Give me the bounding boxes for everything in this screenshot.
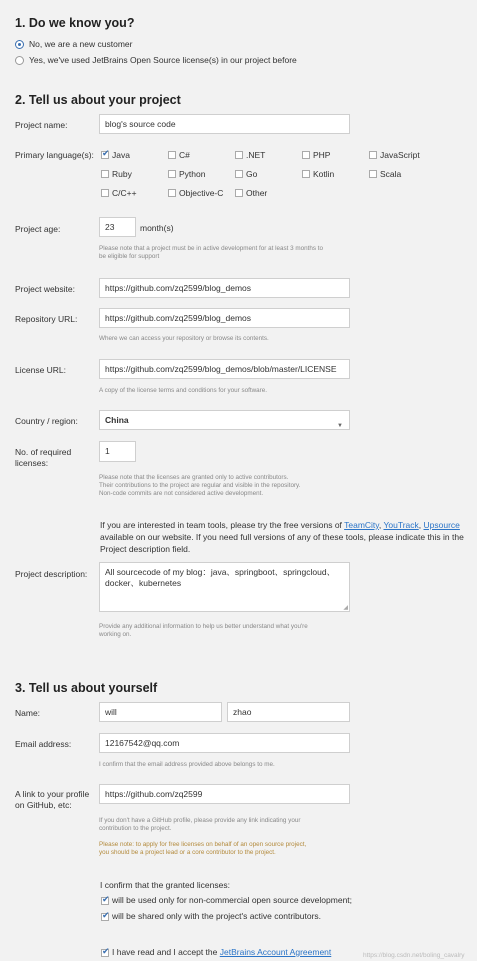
confirm-noncommercial-label[interactable]: will be used only for non-commercial open source development;	[112, 895, 353, 905]
radio-existing-customer[interactable]	[15, 56, 24, 65]
language-label-scala[interactable]: Scala	[380, 169, 402, 179]
email-label: Email address:	[15, 739, 72, 749]
confirm-title: I confirm that the granted licenses:	[100, 880, 230, 890]
project-age-unit: month(s)	[140, 223, 174, 233]
confirm-contributors-label[interactable]: will be shared only with the project's active contributors.	[112, 911, 322, 921]
project-website-label: Project website:	[15, 284, 75, 294]
country-select-value: China	[105, 415, 129, 425]
country-select[interactable]	[99, 410, 350, 430]
first-name-input[interactable]: will	[99, 702, 222, 722]
language-checkbox-c[interactable]	[168, 151, 176, 159]
profile-label-line1: A link to your profile	[15, 789, 90, 799]
last-name-input[interactable]: zhao	[227, 702, 350, 722]
resize-handle-icon[interactable]: ◢	[343, 605, 348, 611]
language-checkbox-objective-c[interactable]	[168, 189, 176, 197]
license-url-note: A copy of the license terms and conditions for your software.	[99, 387, 268, 394]
language-label-c-c[interactable]: C/C++	[112, 188, 137, 198]
licenses-note-line3: Non-code commits are not considered active development.	[99, 490, 264, 497]
licenses-label-line1: No. of required	[15, 447, 72, 457]
confirm-contributors-checkbox[interactable]	[101, 913, 109, 921]
description-text-line1: All sourcecode of my blog：java、springboot、springcloud、	[105, 567, 336, 577]
project-age-note-line2: be eligible for support	[99, 253, 160, 260]
description-label: Project description:	[15, 569, 88, 579]
team-tools-sep2: ,	[418, 520, 424, 530]
account-agreement-link[interactable]: JetBrains Account Agreement	[219, 947, 332, 957]
radio-new-customer[interactable]	[15, 40, 24, 49]
email-input[interactable]: 12167542@qq.com	[99, 733, 350, 753]
profile-warning-line1: Please note: to apply for free licenses on behalf of an open source project,	[99, 841, 307, 848]
agreement-label[interactable]	[112, 947, 331, 957]
license-url-input[interactable]: https://github.com/zq2599/blog_demos/blob/master/LICENSE	[99, 359, 350, 379]
language-checkbox-c-c[interactable]	[101, 189, 109, 197]
language-label-php[interactable]: PHP	[313, 150, 331, 160]
radio-existing-customer-label[interactable]: Yes, we've used JetBrains Open Source license(s) in our project before	[29, 55, 297, 65]
language-checkbox-net[interactable]	[235, 151, 243, 159]
youtrack-link[interactable]: YouTrack	[383, 520, 419, 530]
profile-label-line2: on GitHub, etc:	[15, 800, 72, 810]
description-text-line2: docker、kubernetes	[105, 578, 182, 588]
country-label: Country / region:	[15, 416, 78, 426]
team-tools-prefix: If you are interested in team tools, please try the free versions of	[100, 520, 345, 530]
language-checkbox-ruby[interactable]	[101, 170, 109, 178]
licenses-note-line2: Their contributions to the project are regular and visible in the repository.	[99, 482, 301, 489]
profile-note-line1: If you don't have a GitHub profile, please provide any link indicating your	[99, 817, 301, 824]
language-label-python[interactable]: Python	[179, 169, 206, 179]
language-label-net[interactable]: .NET	[246, 150, 266, 160]
team-tools-sep1: ,	[378, 520, 384, 530]
licenses-input[interactable]: 1	[99, 441, 136, 462]
upsource-link[interactable]: Upsource	[423, 520, 460, 530]
team-tools-line3: Project description field.	[100, 544, 191, 554]
confirm-noncommercial-checkbox[interactable]	[101, 897, 109, 905]
licenses-note-line1: Please note that the licenses are granted only to active contributors.	[99, 474, 289, 481]
language-label-objective-c[interactable]: Objective-C	[179, 188, 224, 198]
language-checkbox-java[interactable]	[101, 151, 109, 159]
primary-language-label: Primary language(s):	[15, 150, 94, 160]
team-tools-line1	[100, 520, 460, 531]
language-label-java[interactable]: Java	[112, 150, 130, 160]
language-label-c[interactable]: C#	[179, 150, 190, 160]
description-note-line2: working on.	[99, 631, 132, 638]
project-name-input[interactable]: blog's source code	[99, 114, 350, 134]
description-note-line1: Provide any additional information to help us better understand what you're	[99, 623, 308, 630]
name-label: Name:	[15, 708, 41, 718]
licenses-label-line2: licenses:	[15, 458, 49, 468]
agreement-prefix: I have read and I accept the	[112, 947, 220, 957]
radio-new-customer-label[interactable]: No, we are a new customer	[29, 39, 133, 49]
section3-title: 3. Tell us about yourself	[15, 681, 158, 695]
agreement-checkbox[interactable]	[101, 949, 109, 957]
language-checkbox-kotlin[interactable]	[302, 170, 310, 178]
language-checkbox-php[interactable]	[302, 151, 310, 159]
profile-note-line2: contribution to the project.	[99, 825, 172, 832]
project-website-input[interactable]: https://github.com/zq2599/blog_demos	[99, 278, 350, 298]
watermark: https://blog.csdn.net/boling_cavalry	[363, 952, 465, 959]
description-textarea[interactable]	[99, 562, 350, 612]
language-label-javascript[interactable]: JavaScript	[380, 150, 420, 160]
language-checkbox-scala[interactable]	[369, 170, 377, 178]
project-name-label: Project name:	[15, 120, 68, 130]
section1-title: 1. Do we know you?	[15, 16, 135, 30]
profile-warning-line2: you should be a project lead or a core contributor to the project.	[99, 849, 276, 856]
language-checkbox-python[interactable]	[168, 170, 176, 178]
language-checkbox-other[interactable]	[235, 189, 243, 197]
section2-title: 2. Tell us about your project	[15, 93, 181, 107]
language-label-go[interactable]: Go	[246, 169, 258, 179]
license-url-label: License URL:	[15, 365, 67, 375]
language-checkbox-go[interactable]	[235, 170, 243, 178]
dropdown-arrow-icon: ▼	[337, 423, 343, 429]
team-tools-line2: available on our website. If you need full versions of any of these tools, please indicate this in the	[100, 532, 464, 542]
project-age-note-line1: Please note that a project must be in active development for at least 3 months to	[99, 245, 324, 252]
project-age-input[interactable]: 23	[99, 217, 136, 237]
project-age-label: Project age:	[15, 224, 61, 234]
language-label-other[interactable]: Other	[246, 188, 268, 198]
language-checkbox-javascript[interactable]	[369, 151, 377, 159]
repository-url-input[interactable]: https://github.com/zq2599/blog_demos	[99, 308, 350, 328]
email-note: I confirm that the email address provided above belongs to me.	[99, 761, 275, 768]
language-label-ruby[interactable]: Ruby	[112, 169, 132, 179]
language-label-kotlin[interactable]: Kotlin	[313, 169, 335, 179]
teamcity-link[interactable]: TeamCity	[344, 520, 379, 530]
profile-input[interactable]: https://github.com/zq2599	[99, 784, 350, 804]
repository-url-label: Repository URL:	[15, 314, 78, 324]
repository-url-note: Where we can access your repository or browse its contents.	[99, 335, 269, 342]
